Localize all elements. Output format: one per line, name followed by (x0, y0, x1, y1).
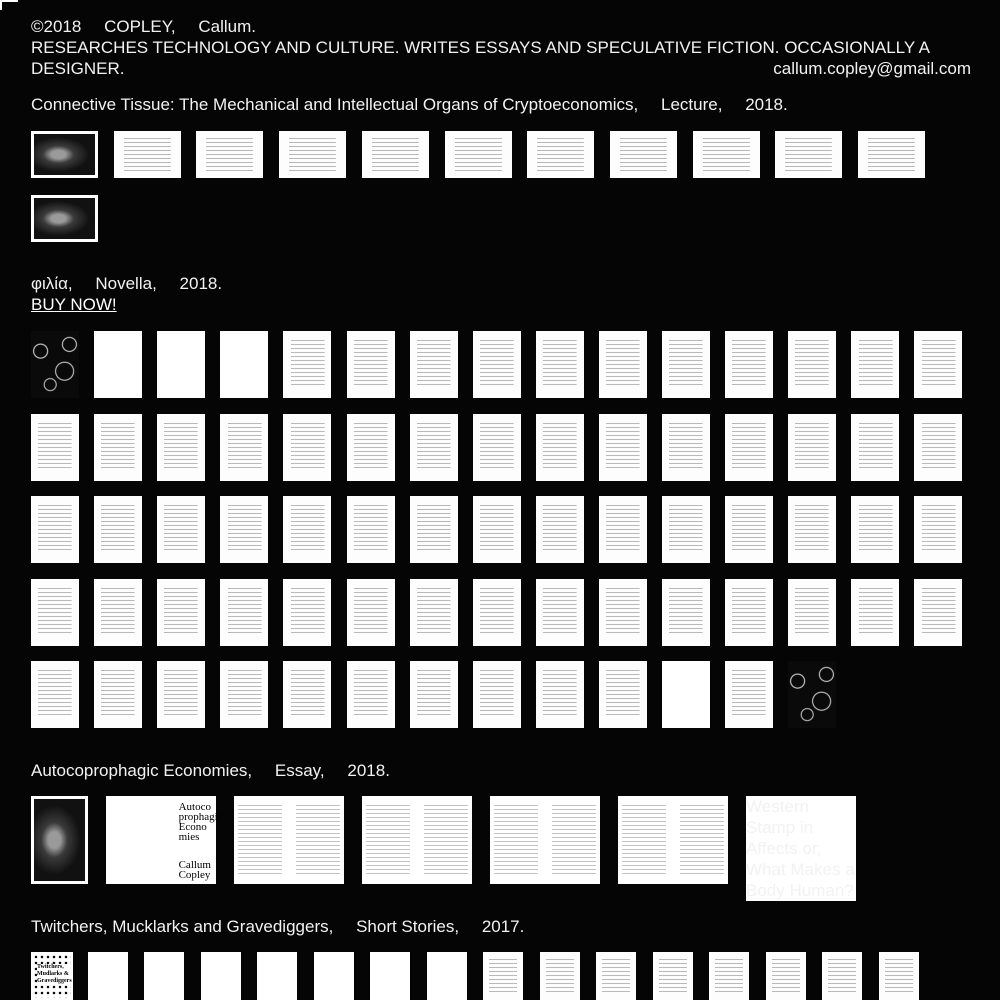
novella-page-thumb[interactable] (914, 496, 962, 563)
novella-page-thumb[interactable] (473, 579, 521, 646)
lecture-slide-thumb[interactable] (196, 131, 263, 178)
novella-page-thumb[interactable] (662, 331, 710, 398)
novella-page-thumb[interactable] (599, 414, 647, 481)
novella-page-thumb[interactable] (283, 414, 331, 481)
work-type: Short Stories, (356, 917, 460, 936)
novella-page-thumb[interactable] (410, 414, 458, 481)
novella-page-thumb[interactable] (788, 496, 836, 563)
work-type: Novella, (95, 274, 157, 293)
site-header (31, 16, 971, 79)
novella-page-thumb[interactable] (157, 331, 205, 398)
novella-page-thumb[interactable] (599, 331, 647, 398)
essay-spread-thumb[interactable] (234, 796, 344, 884)
work-year: 2017. (481, 917, 525, 936)
novella-page-thumb[interactable] (283, 496, 331, 563)
novella-page-thumb[interactable] (283, 661, 331, 728)
stories-page-thumb[interactable] (370, 952, 410, 1000)
lecture-slide-thumb[interactable] (858, 131, 925, 178)
lecture-slide-thumb[interactable] (31, 131, 98, 178)
novella-page-thumb[interactable] (94, 414, 142, 481)
work-title[interactable]: φιλία, (31, 274, 73, 293)
essay-spread-thumb[interactable] (106, 796, 223, 884)
stories-cover-text: Twitchers, Mudlarks & Gravediggers (37, 964, 72, 984)
lecture-slide-thumb[interactable] (775, 131, 842, 178)
novella-page-thumb[interactable] (725, 496, 773, 563)
lecture-slide-thumb[interactable] (31, 195, 98, 242)
novella-page-thumb[interactable] (599, 496, 647, 563)
section-title-autocoprophagic (31, 760, 408, 781)
novella-page-thumb[interactable] (914, 414, 962, 481)
novella-page-thumb[interactable] (851, 496, 899, 563)
stories-page-thumb[interactable] (766, 952, 806, 1000)
novella-page-thumb[interactable] (788, 331, 836, 398)
stories-page-thumb[interactable] (201, 952, 241, 1000)
bio-description: RESEARCHES TECHNOLOGY AND CULTURE. WRITES ESSAYS AND SPECULATIVE FICTION. OCCASIONALLY A DESIGNER. (31, 38, 930, 78)
novella-page-thumb[interactable] (914, 331, 962, 398)
novella-page-thumb[interactable] (536, 661, 584, 728)
lecture-slide-thumb[interactable] (693, 131, 760, 178)
novella-page-thumb[interactable] (31, 496, 79, 563)
novella-page-thumb[interactable] (473, 661, 521, 728)
novella-page-thumb[interactable] (473, 331, 521, 398)
novella-page-thumb[interactable] (662, 496, 710, 563)
lecture-slide-thumb[interactable] (279, 131, 346, 178)
byline (31, 16, 971, 37)
stories-page-thumb[interactable] (540, 952, 580, 1000)
essay-spread-thumb[interactable] (618, 796, 728, 884)
novella-page-thumb[interactable] (283, 579, 331, 646)
work-type: Essay, (274, 761, 325, 780)
novella-page-thumb[interactable] (157, 661, 205, 728)
stories-page-thumb[interactable] (709, 952, 749, 1000)
work-year: 2018. (347, 761, 390, 780)
novella-page-thumb[interactable] (851, 414, 899, 481)
novella-page-thumb[interactable] (410, 496, 458, 563)
novella-page-thumb[interactable] (851, 579, 899, 646)
novella-page-thumb[interactable] (662, 414, 710, 481)
novella-page-thumb[interactable] (347, 414, 395, 481)
stories-page-thumb[interactable] (822, 952, 862, 1000)
novella-page-thumb[interactable] (725, 661, 773, 728)
section-title-connective-tissue (31, 94, 806, 115)
stories-page-thumb[interactable] (596, 952, 636, 1000)
novella-page-thumb[interactable] (851, 331, 899, 398)
novella-page-thumb[interactable] (725, 414, 773, 481)
novella-page-thumb[interactable] (662, 661, 710, 728)
novella-page-thumb[interactable] (31, 414, 79, 481)
author-firstname: Callum. (198, 17, 256, 36)
lecture-slide-thumb[interactable] (445, 131, 512, 178)
novella-page-thumb[interactable] (157, 414, 205, 481)
work-year: 2018. (745, 95, 788, 114)
email-link[interactable]: callum.copley@gmail.com (773, 59, 971, 78)
work-title[interactable]: Connective Tissue: The Mechanical and Intellectual Organs of Cryptoeconomics, (31, 95, 639, 114)
novella-page-thumb[interactable] (94, 579, 142, 646)
novella-page-thumb[interactable] (662, 579, 710, 646)
novella-page-thumb[interactable] (220, 579, 268, 646)
novella-page-thumb[interactable] (220, 331, 268, 398)
section-title-twitchers (31, 916, 542, 937)
novella-page-thumb[interactable] (220, 414, 268, 481)
novella-page-thumb[interactable] (410, 661, 458, 728)
stories-page-thumb[interactable] (257, 952, 297, 1000)
lecture-slide-thumb[interactable] (362, 131, 429, 178)
novella-page-thumb[interactable] (220, 661, 268, 728)
novella-page-thumb[interactable] (94, 331, 142, 398)
novella-page-thumb[interactable] (725, 331, 773, 398)
stories-page-thumb[interactable] (31, 952, 73, 1000)
novella-page-thumb[interactable] (536, 414, 584, 481)
novella-page-thumb[interactable] (157, 579, 205, 646)
stories-page-thumb[interactable] (483, 952, 523, 1000)
novella-page-thumb[interactable] (410, 331, 458, 398)
lecture-slide-thumb[interactable] (527, 131, 594, 178)
essay-author-text: Callum Copley (178, 859, 211, 881)
novella-page-thumb[interactable] (31, 331, 79, 398)
lecture-slide-thumb[interactable] (610, 131, 677, 178)
stories-page-thumb[interactable] (88, 952, 128, 1000)
novella-page-thumb[interactable] (347, 331, 395, 398)
stories-page-thumb[interactable] (427, 952, 467, 1000)
corner-mark (0, 0, 18, 10)
stories-page-thumb[interactable] (879, 952, 919, 1000)
novella-page-thumb[interactable] (31, 661, 79, 728)
novella-page-thumb[interactable] (347, 496, 395, 563)
novella-page-thumb[interactable] (599, 579, 647, 646)
novella-page-thumb[interactable] (347, 661, 395, 728)
novella-page-thumb[interactable] (94, 496, 142, 563)
essay-spread-thumb[interactable] (31, 796, 88, 884)
novella-page-thumb[interactable] (599, 661, 647, 728)
stories-page-thumb[interactable] (314, 952, 354, 1000)
novella-page-thumb[interactable] (536, 579, 584, 646)
novella-page-thumb[interactable] (157, 496, 205, 563)
novella-page-thumb[interactable] (788, 661, 836, 728)
novella-page-thumb[interactable] (94, 661, 142, 728)
essay-spread-thumb[interactable] (490, 796, 600, 884)
novella-page-thumb[interactable] (283, 331, 331, 398)
novella-page-thumb[interactable] (473, 414, 521, 481)
novella-page-thumb[interactable] (788, 414, 836, 481)
novella-page-thumb[interactable] (347, 579, 395, 646)
novella-page-thumb[interactable] (536, 496, 584, 563)
novella-page-thumb[interactable] (31, 579, 79, 646)
novella-page-thumb[interactable] (473, 496, 521, 563)
work-title[interactable]: Autocoprophagic Economies, (31, 761, 253, 780)
author-surname: COPLEY, (104, 17, 176, 36)
work-year: 2018. (179, 274, 223, 293)
copyright: ©2018 (31, 17, 82, 36)
essay-cover-text: Autoco prophagic Econo mies (178, 801, 223, 843)
section-title-philia (31, 273, 240, 294)
novella-page-thumb[interactable] (220, 496, 268, 563)
novella-page-thumb[interactable] (536, 331, 584, 398)
stories-page-thumb[interactable] (144, 952, 184, 1000)
essay-back-text: Western Stamp in Affects or, What Makes a Body Human? (746, 797, 855, 900)
novella-page-thumb[interactable] (914, 579, 962, 646)
work-type: Lecture, (661, 95, 723, 114)
essay-spread-thumb[interactable] (362, 796, 472, 884)
work-title[interactable]: Twitchers, Mucklarks and Gravediggers, (31, 917, 334, 936)
stories-page-thumb[interactable] (653, 952, 693, 1000)
essay-spread-thumb[interactable] (746, 796, 856, 900)
novella-page-thumb[interactable] (410, 579, 458, 646)
novella-page-thumb[interactable] (788, 579, 836, 646)
novella-page-thumb[interactable] (725, 579, 773, 646)
lecture-slide-thumb[interactable] (114, 131, 181, 178)
buy-now-link[interactable]: BUY NOW! (31, 295, 117, 314)
